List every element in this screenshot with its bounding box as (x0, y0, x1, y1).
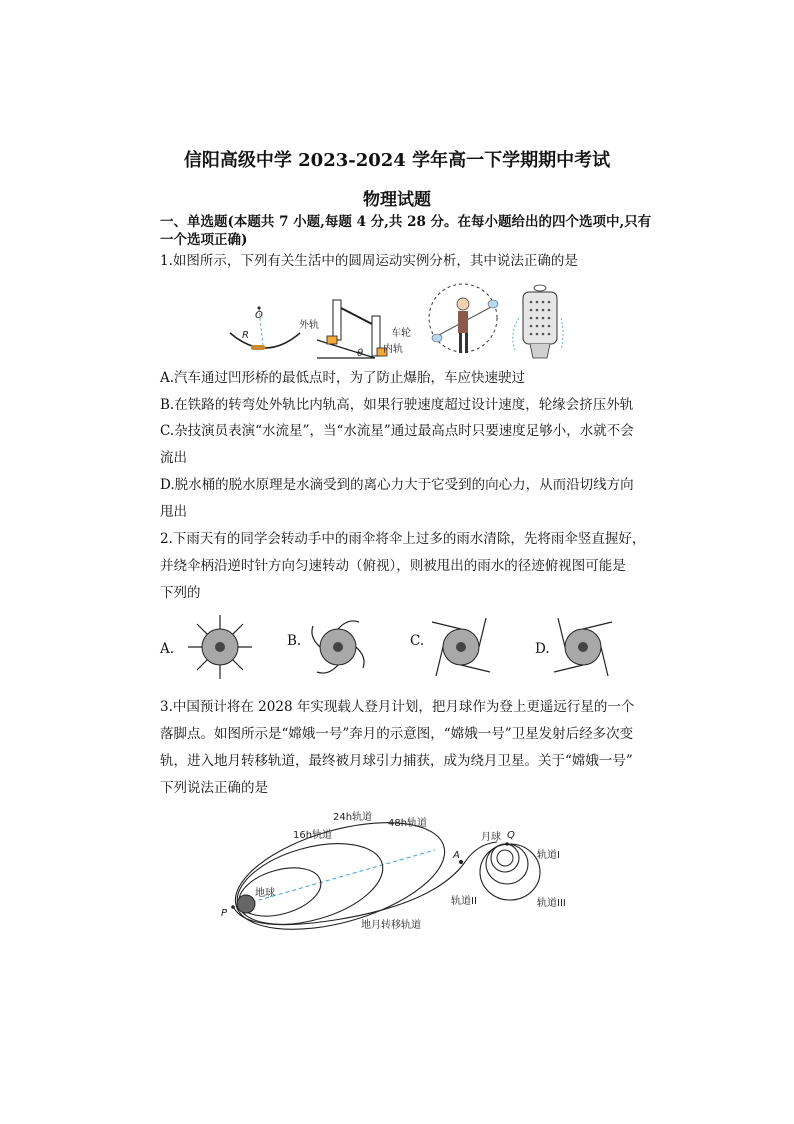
q2-option-B-figure (303, 612, 373, 682)
label-Q: Q (507, 830, 515, 841)
label-theta: θ (357, 348, 364, 359)
q2-option-D-figure (548, 612, 618, 682)
q2-option-D-label: D. (535, 641, 550, 657)
point-P (231, 905, 235, 909)
q1-stem: 1.如图所示，下列有关生活中的圆周运动实例分析，其中说法正确的是 (160, 253, 578, 269)
label-P: P (221, 908, 228, 919)
q2-option-B-label: B. (287, 633, 302, 649)
earth (237, 895, 255, 913)
railway-turn-figure (299, 300, 411, 359)
q3-line3: 轨，进入地月转移轨道，最终被月球引力捕获，成为绕月卫星。关于“嫦娥一号” (160, 753, 633, 769)
label-orbit-16h: 16h轨道 (293, 830, 333, 841)
water-meteor-figure (429, 284, 498, 353)
subject-title: 物理试题 (363, 190, 431, 210)
label-A: A (453, 850, 460, 861)
label-O: O (255, 310, 263, 321)
q2-option-A-figure (185, 612, 255, 682)
label-orbit-III: 轨道III (537, 898, 566, 909)
q2-option-C-figure (426, 612, 496, 682)
q2-line3: 下列的 (160, 585, 201, 601)
q3-line1: 3.中国预计将在 2028 年实现载人登月计划，把月球作为登上更遥远行星的一个 (160, 699, 635, 715)
q1-option-D-line1: D.脱水桶的脱水原理是水滴受到的离心力大于它受到的向心力，从而沿切线方向 (160, 477, 634, 493)
label-earth: 地球 (255, 888, 275, 899)
point-Q (505, 842, 509, 846)
label-orbit-48h: 48h轨道 (388, 818, 428, 829)
section-header-line2: 一个选项正确) (160, 232, 248, 248)
label-wheel: 车轮 (391, 328, 411, 339)
q1-option-D-line2: 甩出 (160, 504, 187, 520)
concave-bridge-figure (230, 307, 300, 351)
label-inner-rail: 内轨 (383, 344, 403, 355)
label-outer-rail: 外轨 (299, 320, 319, 331)
label-orbit-24h: 24h轨道 (333, 812, 373, 823)
paper-title: 信阳高级中学 2023-2024 学年高一下学期期中考试 (183, 150, 611, 171)
q3-orbit-figure (215, 806, 595, 938)
label-orbit-I: 轨道I (537, 850, 560, 861)
q1-figure (225, 278, 565, 370)
q2-line1: 2.下雨天有的同学会转动手中的雨伞将伞上过多的雨水清除，先将雨伞竖直握好， (160, 531, 646, 547)
q2-option-A-label: A. (160, 641, 175, 657)
q1-option-B: B.在铁路的转弯处外轨比内轨高，如果行驶速度超过设计速度，轮缘会挤压外轨 (160, 397, 634, 413)
q3-line4: 下列说法正确的是 (160, 780, 268, 796)
spin-dryer-figure (513, 285, 563, 358)
label-R: R (242, 330, 249, 341)
q2-line2: 并绕伞柄沿逆时针方向匀速转动（俯视），则被甩出的雨水的径迹俯视图可能是 (160, 558, 626, 574)
q3-line2: 落脚点。如图所示是“嫦娥一号”奔月的示意图，“嫦娥一号”卫星发射后经多次变 (160, 726, 634, 742)
moon (497, 850, 513, 866)
label-moon: 月球 (481, 832, 501, 843)
q1-option-A: A.汽车通过凹形桥的最低点时，为了防止爆胎，车应快速驶过 (160, 370, 526, 386)
q1-option-C-line2: 流出 (160, 450, 187, 466)
q1-option-C-line1: C.杂技演员表演“水流星”，当“水流星”通过最高点时只要速度足够小，水就不会 (160, 423, 634, 439)
section-header-line1: 一、单选题(本题共 7 小题,每题 4 分,共 28 分。在每小题给出的四个选项中,只有 (160, 214, 652, 230)
label-orbit-II: 轨道II (451, 896, 477, 907)
orbit-16h (234, 859, 327, 924)
label-transfer-orbit: 地月转移轨道 (361, 920, 421, 931)
q2-option-C-label: C. (410, 633, 425, 649)
